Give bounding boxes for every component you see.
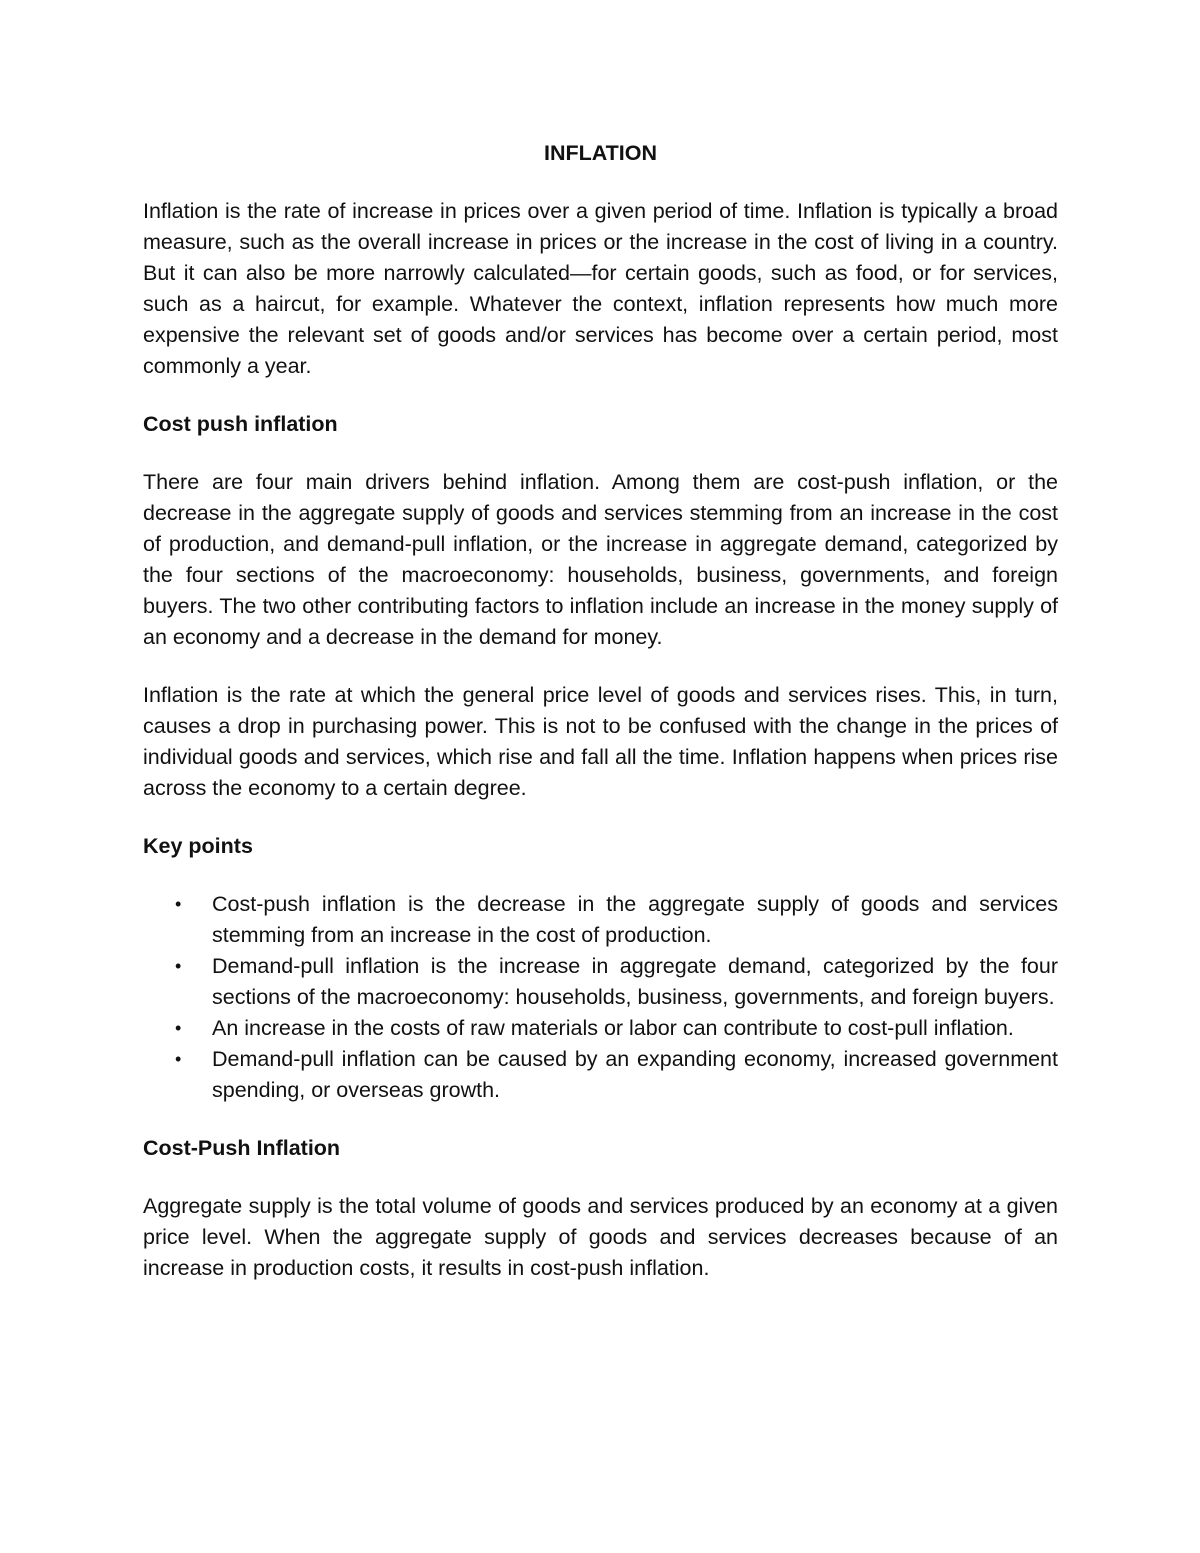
bullet-icon: • <box>175 1018 182 1038</box>
list-item <box>175 951 1058 1013</box>
key-points-list <box>143 889 1058 1106</box>
bullet-icon: • <box>175 894 182 914</box>
document-title: INFLATION <box>543 141 658 165</box>
definition-paragraph: Inflation is the rate at which the general price level of goods and services rises. This, in turn, causes a drop in purchasing power. This is not to be confused with the change in the prices of individual goods and services, which rise and fall all the time. Inflation happens when prices rise across the economy to a certain degree. <box>143 683 1058 800</box>
list-item <box>175 1044 1058 1106</box>
list-item-text: Demand-pull inflation is the increase in aggregate demand, categorized by the four sections of the macroeconomy: households, business, governments, and foreign buyers. <box>212 954 1058 1009</box>
document-body <box>143 138 1058 1311</box>
aggregate-supply-paragraph: Aggregate supply is the total volume of goods and services produced by an economy at a given price level. When the aggregate supply of goods and services decreases because of an increase in production costs, it results in cost-push inflation. <box>143 1194 1058 1280</box>
section-heading-key-points: Key points <box>143 834 253 858</box>
drivers-paragraph: There are four main drivers behind inflation. Among them are cost-push inflation, or the decrease in the aggregate supply of goods and services stemming from an increase in the cost of production, and demand-pull inflation, or the increase in aggregate demand, categorized by the four sections of the macroeconomy: households, business, governments, and foreign buyers. The two other contributing factors to inflation include an increase in the money supply of an economy and a decrease in the demand for money. <box>143 470 1058 649</box>
list-item-text: Cost-push inflation is the decrease in the aggregate supply of goods and services stemming from an increase in the cost of production. <box>212 892 1058 947</box>
list-item-text: An increase in the costs of raw materials or labor can contribute to cost-pull inflation. <box>212 1016 1014 1040</box>
list-item <box>175 889 1058 951</box>
list-item-text: Demand-pull inflation can be caused by an expanding economy, increased government spending, or overseas growth. <box>212 1047 1058 1102</box>
list-item <box>175 1013 1058 1044</box>
bullet-icon: • <box>175 1049 182 1069</box>
intro-paragraph: Inflation is the rate of increase in prices over a given period of time. Inflation is typically a broad measure, such as the overall increase in prices or the increase in the cost of living in a country. But it can also be more narrowly calculated—for certain goods, such as food, or for services, such as a haircut, for example. Whatever the context, inflation represents how much more expensive the relevant set of goods and/or services has become over a certain period, most commonly a year. <box>143 199 1058 378</box>
section-heading-cost-push-inflation: Cost-Push Inflation <box>143 1136 341 1160</box>
section-heading-cost-push: Cost push inflation <box>143 412 338 436</box>
bullet-icon: • <box>175 956 182 976</box>
